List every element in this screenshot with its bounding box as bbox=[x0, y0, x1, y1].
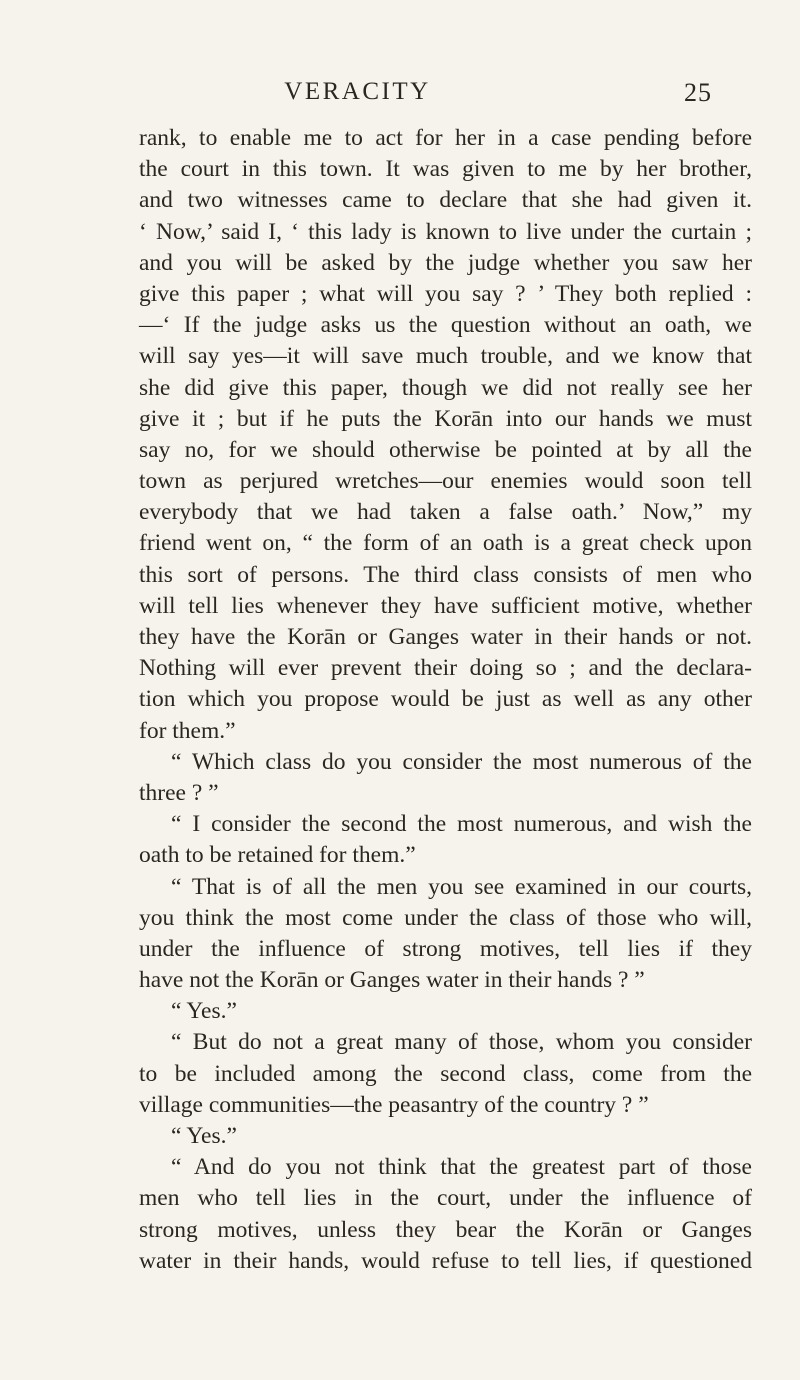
text-line: three ? ” bbox=[139, 779, 219, 806]
text-line: “ That is of all the men you see examined in our courts, bbox=[171, 873, 752, 900]
text-line: rank, to enable me to act for her in a case pending before bbox=[139, 125, 752, 151]
text-line: say no, for we should otherwise be pointed at by all the bbox=[139, 436, 752, 463]
text-line: have not the Korān or Ganges water in their hands ? ” bbox=[139, 967, 645, 994]
text-line: you think the most come under the class of those who will, bbox=[139, 904, 752, 931]
text-line: town as perjured wretches—our enemies would soon tell bbox=[139, 468, 752, 495]
text-line: to be included among the second class, come from the bbox=[139, 1060, 752, 1087]
text-line: “ Yes.” bbox=[171, 1123, 237, 1149]
text-line: “ And do you not think that the greatest part of those bbox=[171, 1154, 752, 1181]
text-line: the court in this town. It was given to me by her brother, bbox=[139, 156, 752, 183]
text-line: they have the Korān or Ganges water in their hands or not. bbox=[139, 624, 752, 650]
text-line: “ Yes.” bbox=[171, 998, 237, 1025]
text-line: and two witnesses came to declare that she had given it. bbox=[139, 187, 752, 214]
text-line: —‘ If the judge asks us the question without an oath, we bbox=[139, 312, 752, 339]
running-header bbox=[0, 70, 800, 110]
body-text bbox=[139, 123, 752, 1277]
text-line: ‘ Now,’ said I, ‘ this lady is known to live under the curtain ; bbox=[139, 218, 752, 245]
text-line: oath to be retained for them.” bbox=[139, 842, 416, 869]
text-line: tion which you propose would be just as well as any other bbox=[139, 686, 752, 713]
text-line: friend went on, “ the form of an oath is a great check upon bbox=[139, 530, 752, 557]
text-line: will tell lies whenever they have sufficient motive, whether bbox=[139, 592, 752, 619]
text-line: she did give this paper, though we did not really see her bbox=[139, 374, 752, 401]
page-number: 25 bbox=[684, 78, 712, 107]
text-line: will say yes—it will save much trouble, and we know that bbox=[139, 343, 752, 370]
text-line: and you will be asked by the judge whether you saw her bbox=[139, 249, 752, 276]
text-line: men who tell lies in the court, under the influence of bbox=[139, 1185, 752, 1212]
text-line: Nothing will ever prevent their doing so ; and the declara- bbox=[139, 655, 752, 682]
text-line: for them.” bbox=[139, 717, 236, 744]
text-line: everybody that we had taken a false oath.’ Now,” my bbox=[139, 499, 752, 526]
text-line: “ But do not a great many of those, whom you consider bbox=[171, 1029, 752, 1056]
text-line: village communities—the peasantry of the country ? ” bbox=[139, 1091, 649, 1118]
text-line: “ I consider the second the most numerous, and wish the bbox=[171, 811, 752, 838]
text-line: water in their hands, would refuse to tell lies, if questioned bbox=[139, 1247, 752, 1274]
text-line: “ Which class do you consider the most numerous of the bbox=[171, 748, 752, 775]
text-line: strong motives, unless they bear the Korān or Ganges bbox=[139, 1216, 752, 1243]
text-line: under the influence of strong motives, tell lies if they bbox=[139, 935, 752, 962]
text-line: give this paper ; what will you say ? ’ They both replied : bbox=[139, 280, 752, 307]
running-title: VERACITY bbox=[284, 78, 431, 105]
text-line: this sort of persons. The third class consists of men who bbox=[139, 561, 752, 588]
text-line: give it ; but if he puts the Korān into our hands we must bbox=[139, 405, 752, 432]
